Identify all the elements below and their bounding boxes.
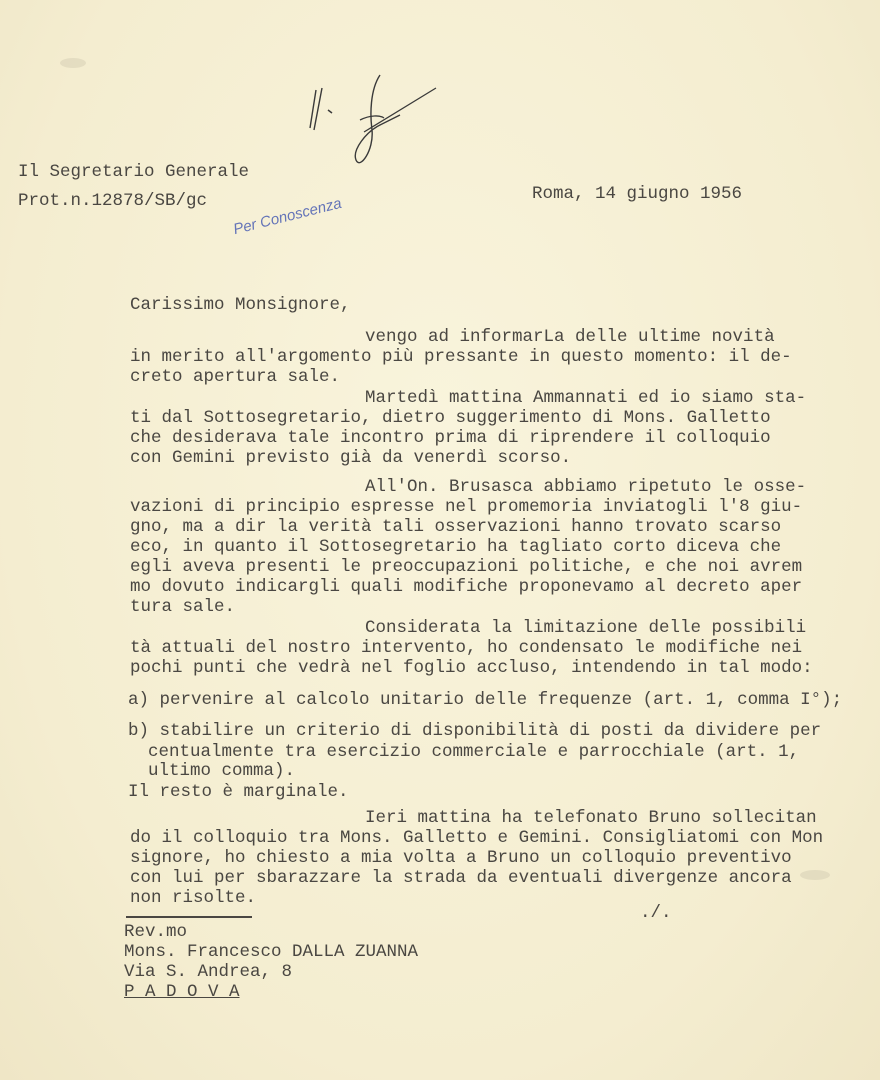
- body-line: Considerata la limitazione delle possibili: [365, 618, 807, 638]
- body-line: tà attuali del nostro intervento, ho condensato le modifiche nei: [130, 638, 803, 658]
- body-line: non risolte.: [130, 888, 257, 908]
- body-line: All'On. Brusasca abbiamo ripetuto le osse-: [365, 477, 807, 497]
- addressee-city: P A D O V A: [124, 982, 240, 1002]
- paper-stain: [60, 58, 86, 68]
- body-line: gno, ma a dir la verità tali osservazioni hanno trovato scarso: [130, 517, 782, 537]
- body-line: vazioni di principio espresse nel promemoria inviatogli l'8 giu-: [130, 497, 803, 517]
- addressee-street: Via S. Andrea, 8: [124, 962, 293, 982]
- body-line: pochi punti che vedrà nel foglio accluso, intendendo in tal modo:: [130, 658, 813, 678]
- body-line: che desiderava tale incontro prima di riprendere il colloquio: [130, 428, 771, 448]
- list-item-b: b) stabilire un criterio di disponibilità di posti da dividere per: [128, 721, 822, 741]
- protocol-number: Prot.n.12878/SB/gc: [18, 191, 208, 211]
- body-line: creto apertura sale.: [130, 367, 341, 387]
- body-line: tura sale.: [130, 597, 236, 617]
- body-line: in merito all'argomento più pressante in questo momento: il de-: [130, 347, 792, 367]
- addressee-name: Mons. Francesco DALLA ZUANNA: [124, 942, 419, 962]
- addressee-title: Rev.mo: [124, 922, 188, 942]
- body-line: con Gemini previsto già da venerdì scorso.: [130, 448, 572, 468]
- list-item-b-cont: centualmente tra esercizio commerciale e parrocchiale (art. 1,: [148, 742, 800, 762]
- body-line: ti dal Sottosegretario, dietro suggerimento di Mons. Galletto: [130, 408, 771, 428]
- body-line: con lui per sbarazzare la strada da eventuali divergenze ancora: [130, 868, 792, 888]
- paper-stain: [800, 870, 830, 880]
- body-line: Il resto è marginale.: [128, 782, 349, 802]
- sender-title: Il Segretario Generale: [18, 162, 250, 182]
- body-line: Martedì mattina Ammannati ed io siamo sta-: [365, 388, 807, 408]
- per-conoscenza-stamp: Per Conoscenza: [231, 194, 344, 239]
- body-line: vengo ad informarLa delle ultime novità: [365, 327, 775, 347]
- handwritten-initials: [300, 70, 450, 175]
- body-line: Ieri mattina ha telefonato Bruno sollecitan: [365, 808, 817, 828]
- divider: [126, 916, 252, 918]
- continuation-mark: ./.: [640, 903, 672, 923]
- list-item-b-cont: ultimo comma).: [148, 761, 296, 781]
- place-date: Roma, 14 giugno 1956: [532, 184, 743, 204]
- body-line: eco, in quanto il Sottosegretario ha tagliato corto diceva che: [130, 537, 782, 557]
- salutation: Carissimo Monsignore,: [130, 295, 351, 315]
- body-line: do il colloquio tra Mons. Galletto e Gemini. Consigliatomi con Mon: [130, 828, 824, 848]
- body-line: egli aveva presenti le preoccupazioni politiche, e che noi avrem: [130, 557, 803, 577]
- body-line: mo dovuto indicargli quali modifiche proponevamo al decreto aper: [130, 577, 803, 597]
- list-item-a: a) pervenire al calcolo unitario delle frequenze (art. 1, comma I°);: [128, 690, 843, 710]
- body-line: signore, ho chiesto a mia volta a Bruno un colloquio preventivo: [130, 848, 792, 868]
